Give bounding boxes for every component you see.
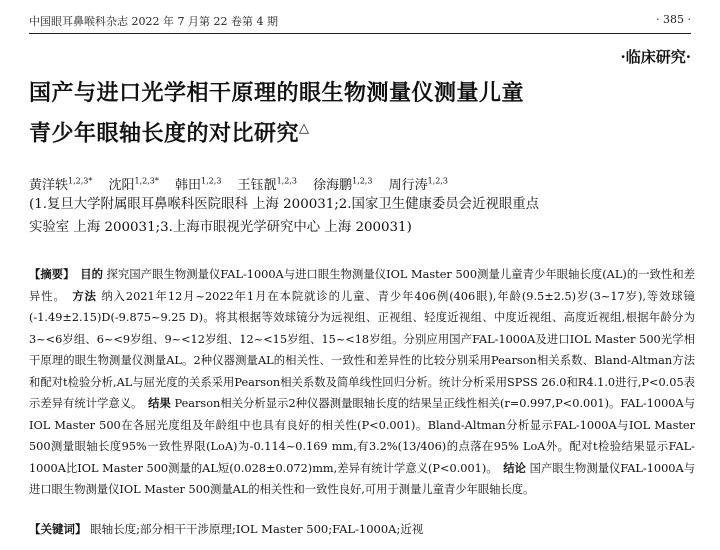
abstract-label: 【摘要】 bbox=[29, 267, 75, 281]
keywords-text: 眼轴长度;部分相干干涉原理;IOL Master 500;FAL-1000A;近视 bbox=[90, 522, 424, 536]
author: 沈阳$^{1,2,3*}$ bbox=[108, 176, 159, 193]
funding-mark: △ bbox=[299, 121, 310, 136]
author: 黄洋轶$^{1,2,3*}$ bbox=[29, 176, 93, 193]
result-text: Pearson相关分析显示2种仪器测量眼轴长度的结果呈正线性相关(r=0.997,P<0.001)。FAL-1000A与IOL Master 500在各屈光度组及年龄组中也具有良好的相关性(P<0.001)。Bland-Altman分析显示FAL-1000A与IOL Master 500测量眼轴长度95%一致性界限(LoA)为-0.114~0.169 mm,有3.2%(13/406)的点落在95% LoA外。配对t检验结果显示FAL-1000A比IOL Master 500测量的AL短(0.028±0.072)mm,差异有统计学意义(P<0.001)。 bbox=[29, 397, 695, 475]
purpose-text: 探究国产眼生物测量仪FAL-1000A与进口眼生物测量仪IOL Master 500测量儿童青少年眼轴长度(AL)的一致性和差异性。 bbox=[29, 268, 696, 303]
affiliation-line-2: 实验室 上海 200031;3.上海市眼视光学研究中心 上海 200031) bbox=[29, 220, 412, 235]
title-line-1: 国产与进口光学相干原理的眼生物测量仪测量儿童 bbox=[29, 80, 525, 106]
title-line-2: 青少年眼轴长度的对比研究△ bbox=[29, 120, 310, 147]
author: 徐海鹏$^{1,2,3}$ bbox=[313, 176, 373, 193]
author: 王钰靓$^{1,2,3}$ bbox=[237, 176, 297, 193]
abstract bbox=[29, 264, 695, 501]
conclusion-text: 国产眼生物测量仪FAL-1000A与进口眼生物测量仪IOL Master 500测量AL的相关性和一致性良好,可用于测量儿童青少年眼轴长度。 bbox=[29, 461, 695, 496]
affiliation-line-1: (1.复旦大学附属眼耳鼻喉科医院眼科 上海 200031;2.国家卫生健康委员会近视眼重点 bbox=[29, 197, 540, 212]
result-label: 结果 bbox=[148, 396, 171, 410]
journal-info: 中国眼耳鼻喉科杂志 2022 年 7 月第 22 卷第 4 期 bbox=[29, 15, 278, 28]
affiliations bbox=[29, 193, 689, 239]
method-label: 方法 bbox=[72, 288, 97, 303]
page-number: · 385 · bbox=[656, 13, 691, 26]
method-text: 纳入2021年12月~2022年1月在本院就诊的儿童、青少年406例(406眼),年龄(9.5±2.5)岁(3~17岁),等效球镜(-1.49±2.15)D(-9.875~9.25 D)。将其根据等效球镜分为远视组、正视组、轻度近视组、中度近视组、高度近视组,根据年龄分为3~<6岁组、6~<9岁组、9~<12岁组、12~<15岁组、15~<18岁组。分别应用国产FAL-1000A及进口IOL Master 500光学相干原理的眼生物测量仪测量AL。2种仪器测量AL的相关性、一致性和差异性的比较分别采用Pearson相关系数、Bland-Altman方法和配对t检验分析,AL与屈光度的关系采用Pearson相关系数及简单线性回归分析。统计分析采用SPSS 26.0和R4.1.0进行,P<0.05表示差异有统计学意义。 bbox=[29, 289, 695, 410]
author-list bbox=[29, 174, 460, 193]
author: 周行涛$^{1,2,3}$ bbox=[388, 176, 448, 193]
keywords bbox=[29, 521, 423, 537]
header-rule bbox=[29, 33, 691, 34]
section-label: ·临床研究· bbox=[620, 48, 691, 66]
author: 韩田$^{1,2,3}$ bbox=[175, 176, 222, 193]
article-title bbox=[29, 76, 669, 151]
keywords-label: 【关键词】 bbox=[29, 522, 87, 536]
purpose-label: 目的 bbox=[80, 267, 103, 281]
conclusion-label: 结论 bbox=[503, 460, 526, 475]
running-header bbox=[29, 13, 691, 31]
